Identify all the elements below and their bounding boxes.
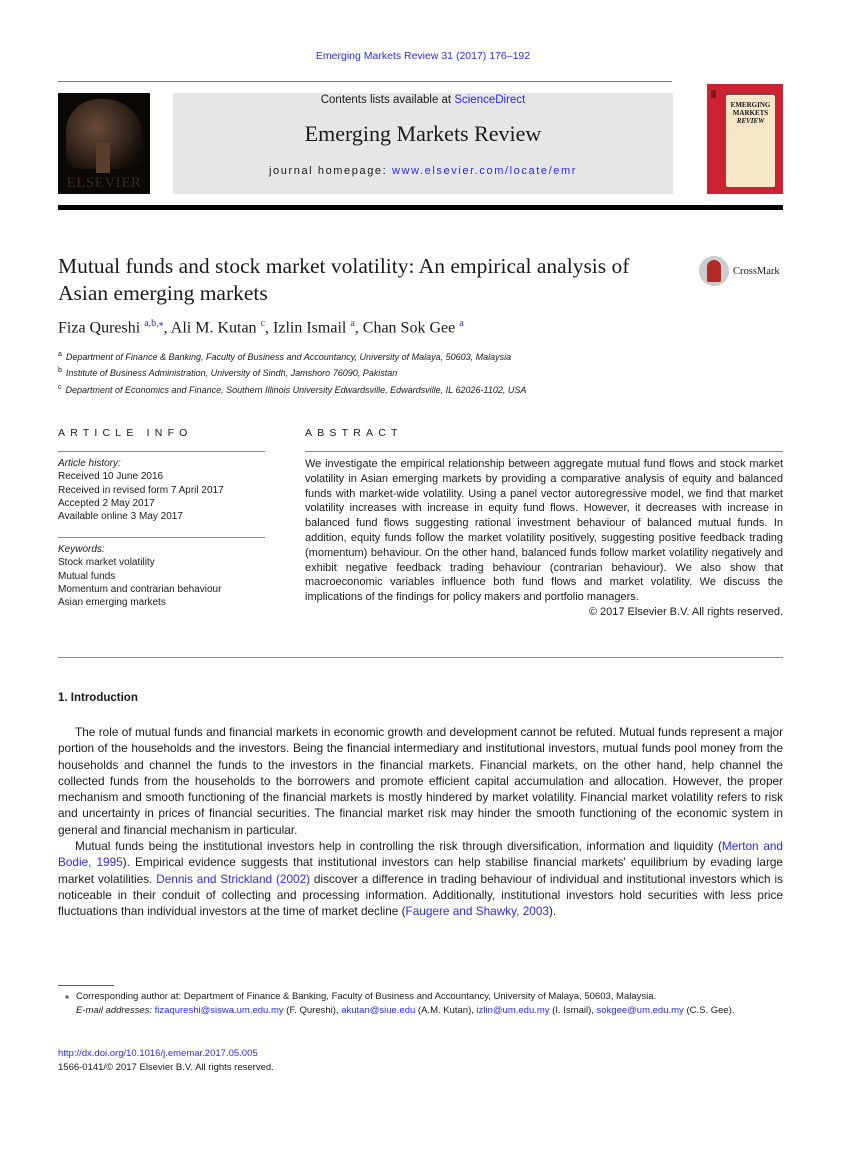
- sciencedirect-link[interactable]: ScienceDirect: [454, 94, 526, 106]
- homepage-label: journal homepage:: [268, 165, 392, 177]
- article-title: Mutual funds and stock market volatility: An empirical analysis of Asian emerging markets: [58, 254, 630, 305]
- cover-title-line: EMERGING: [730, 101, 771, 109]
- author-name[interactable]: Fiza Qureshi: [58, 319, 141, 337]
- issn-copyright: 1566-0141/© 2017 Elsevier B.V. All rights reserved.: [58, 1062, 274, 1073]
- author-affil-link[interactable]: a,b,⁎: [144, 318, 164, 329]
- abstract-text: We investigate the empirical relationship between aggregate mutual fund flows and stock market volatility in Asian emerging markets by providing a comparative analysis of equity and balanced funds with market-wide volatility. Using a panel vector autoregressive model, we find that market volatility increases with increase in equity fund flows. However, it decreases with increase in balanced fund flows suggesting rational investment behaviour of balanced mutual funds. In addition, equity funds follow the market volatility positively, suggesting positive feedback trading (momentum) behaviour. On the other hand, balanced funds follow market volatility negatively and exhibit negative feedback trading behaviour (contrarian behaviour). We also show that macroeconomic variables influence both fund flows and market volatility. We discuss the implications of the findings for policy makers and portfolio managers.: [305, 458, 783, 604]
- crossmark-icon: [699, 256, 729, 286]
- author-list: Fiza Qureshi $^{a,b,⁎}$, Ali M. Kutan $^c$, Izlin Ismail $^a$, Chan Sok Gee $^a$: [58, 318, 464, 337]
- paragraph: The role of mutual funds and financial markets in economic growth and development cannot be refuted. Mutual funds represent a major portion of the households and the investors. Being the financial intermediary and institutional investors, mutual funds pool money from the households and channel the funds to the investors in the financial markets. Financial markets, on the other hand, help channel the collected funds from the households to the borrowers and promote efficient capital accumulation and allocation. However, the proper mechanism and smooth functioning of the financial markets is mostly hindered by market volatility. Financial market volatility refers to risk and uncertainty in prices of financial securities. The financial market risk may hinder the smooth functioning of the economic system in general and financial mechanism in particular.: [58, 725, 783, 837]
- keyword: Stock market volatility: [58, 557, 155, 569]
- elsevier-logo: [58, 93, 150, 194]
- footnote-rule: [58, 985, 114, 986]
- author-name[interactable]: Ali M. Kutan: [170, 319, 257, 337]
- email-link[interactable]: akutan@siue.edu: [341, 1005, 416, 1016]
- crossmark-label: CrossMark: [733, 265, 780, 277]
- abstract: [305, 457, 783, 620]
- divider: [58, 537, 265, 538]
- journal-banner: [173, 93, 673, 194]
- cover-title-line: MARKETS: [732, 109, 769, 117]
- journal-title: Emerging Markets Review: [304, 121, 542, 146]
- section-heading: 1. Introduction: [58, 692, 138, 704]
- citation-link[interactable]: Merton and Bodie, 1995: [58, 839, 783, 870]
- article-info-heading: ARTICLE INFO: [58, 427, 193, 439]
- citation-link[interactable]: Faugere and Shawky, 2003: [405, 904, 549, 919]
- email-label: E-mail addresses:: [76, 1005, 153, 1016]
- keywords-label: Keywords:: [58, 544, 105, 555]
- keyword: Momentum and contrarian behaviour: [58, 583, 222, 595]
- crossmark-button[interactable]: [699, 256, 780, 286]
- divider: [305, 451, 783, 452]
- paragraph: Mutual funds being the institutional investors help in controlling the risk through diversification, information and liquidity (Merton and Bodie, 1995). Empirical evidence suggests that institutional investors can help stabilise financial markets' equilibrium by evading large market volatilities. Dennis and Strickland (2002) discover a difference in trading behaviour of individual and institutional investors which is noticeable in their conduit of collecting and processing information. Additionally, institutional investors hold securities with less price fluctuations than individual investors at the time of market decline (Faugere and Shawky, 2003).: [58, 839, 783, 919]
- article-history: [58, 457, 265, 523]
- abstract-copyright: © 2017 Elsevier B.V. All rights reserved.: [588, 605, 783, 618]
- email-link[interactable]: sokgee@um.edu.my: [596, 1005, 684, 1016]
- history-label: Article history:: [58, 458, 121, 469]
- header-thick-rule: [58, 205, 783, 210]
- divider: [58, 657, 783, 658]
- homepage-link[interactable]: www.elsevier.com/locate/emr: [391, 165, 577, 177]
- author-name[interactable]: Izlin Ismail: [273, 319, 347, 337]
- header-rule: [58, 81, 672, 82]
- doi-link[interactable]: http://dx.doi.org/10.1016/j.ememar.2017.05.005: [58, 1048, 258, 1059]
- author-affil-link[interactable]: a: [459, 318, 464, 329]
- affiliations: [58, 348, 526, 397]
- author-name[interactable]: Chan Sok Gee: [362, 319, 456, 337]
- keywords: [58, 543, 265, 609]
- divider: [58, 451, 265, 452]
- doi-block: [58, 1047, 274, 1075]
- author-affil-link[interactable]: c: [260, 318, 266, 329]
- keyword: Mutual funds: [58, 570, 116, 582]
- journal-reference-link[interactable]: Emerging Markets Review 31 (2017) 176–192: [315, 50, 531, 62]
- history-item: Accepted 2 May 2017: [58, 497, 155, 509]
- corresponding-author: Corresponding author at: Department of Finance & Banking, Faculty of Business and Accountancy, University of Malaya, 50603, Malaysia.: [76, 991, 657, 1002]
- author-affil-link[interactable]: a: [350, 318, 355, 329]
- abstract-heading: ABSTRACT: [305, 427, 403, 439]
- affiliation: $^a$ Department of Finance & Banking, Faculty of Business and Accountancy, University of Malaya, 50603, Malaysia: [58, 351, 512, 362]
- email-link[interactable]: fizaqureshi@siswa.um.edu.my: [154, 1005, 284, 1016]
- footnote-marker: ⁎: [64, 991, 70, 1002]
- contents-label: Contents lists available at: [320, 94, 455, 106]
- history-item: Received 10 June 2016: [58, 471, 164, 483]
- history-item: Received in revised form 7 April 2017: [58, 484, 224, 496]
- email-link[interactable]: izlin@um.edu.my: [476, 1005, 550, 1016]
- affiliation: $^b$ Institute of Business Administration, University of Sindh, Jamshoro 76090, Pakistan: [58, 367, 398, 379]
- affiliation: $^c$ Department of Economics and Finance, Southern Illinois University Edwardsville, Edwardsville, IL 62026-1102, USA: [58, 383, 527, 395]
- cover-title-line: REVIEW: [736, 117, 765, 125]
- elsevier-logo-text: ELSEVIER: [66, 175, 142, 191]
- history-item: Available online 3 May 2017: [58, 511, 183, 523]
- journal-cover: [707, 84, 783, 194]
- keyword: Asian emerging markets: [58, 597, 166, 609]
- introduction-body: [58, 724, 783, 920]
- citation-link[interactable]: Dennis and Strickland (2002): [156, 871, 311, 886]
- footnote: ⁎ Corresponding author at: Department of Finance & Banking, Faculty of Business and Accountancy, University of Malaya, 50603, Malaysia. E-mail addresses: fizaqureshi@siswa.um.edu.my (F. Qureshi), akutan@siue.edu (A.M. Kutan), izlin@um.edu.my (I. Ismail), sokgee@um.edu.my (C.S. Gee).: [58, 990, 783, 1018]
